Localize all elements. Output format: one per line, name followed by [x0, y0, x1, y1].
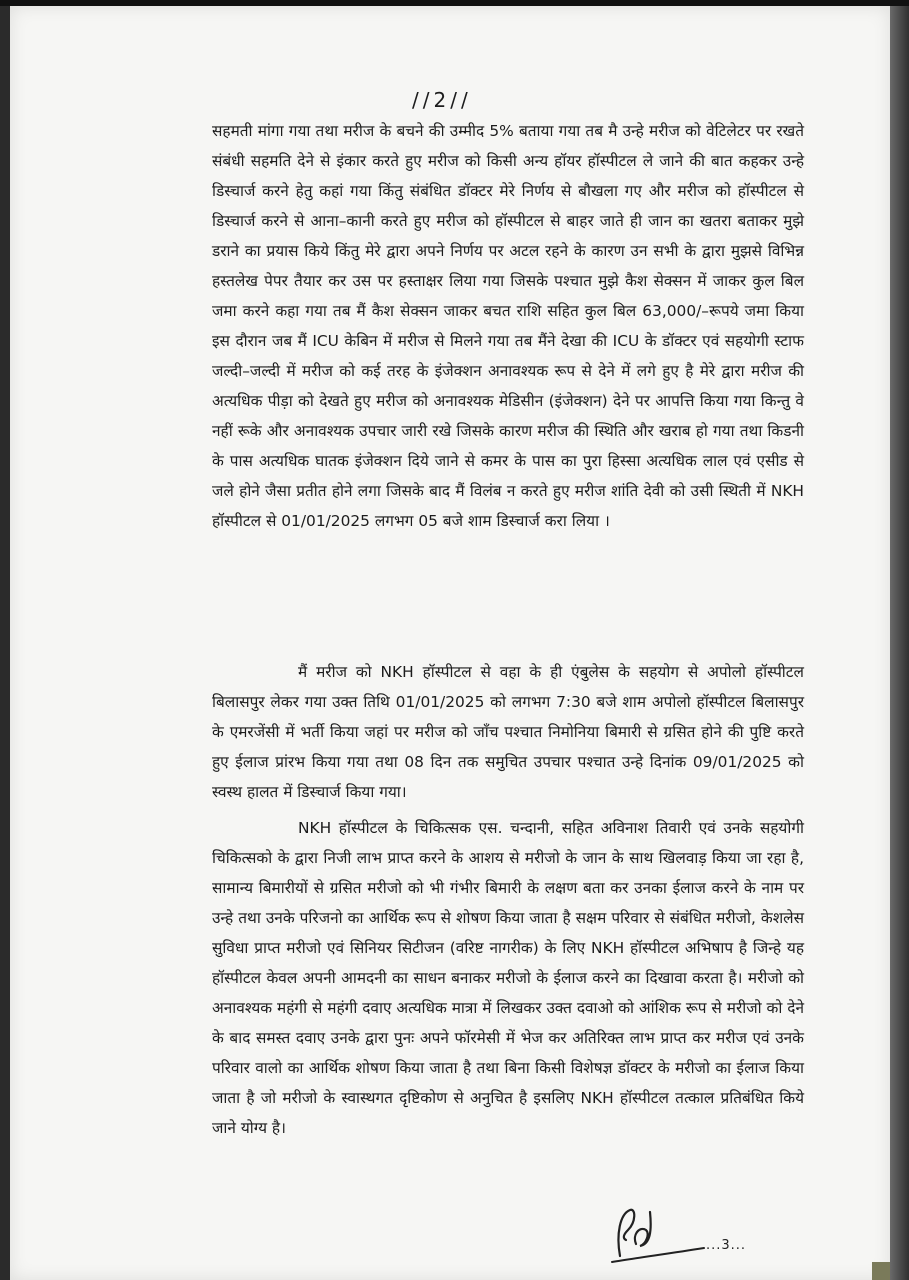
paragraph-2: मैं मरीज को NKH हॉस्पीटल से वहा के ही एंबुलेस के सहयोग से अपोलो हॉस्पीटल बिलासपुर लेकर गया उक्त तिथि 01/01/2025 को लगभग 7:30 बजे शाम अपोलो हॉस्पीटल बिलासपुर के एमरजेंसी में भर्ती किया जहां पर मरीज को जाँच पश्चात निमोनिया बिमारी से ग्रसित होने की पुष्टि करते हुए ईलाज प्रांरभ किया गया तथा 08 दिन तक समुचित उपचार पश्चात उन्हे दिनांक 09/01/2025 को स्वस्थ हालत में डिस्चार्ज किया गया। — [212, 663, 804, 801]
continuation-mark: ...3... — [706, 1238, 747, 1253]
signature-icon — [606, 1204, 726, 1270]
paragraph-1: सहमती मांगा गया तथा मरीज के बचने की उम्मीद 5% बताया गया तब मै उन्हे मरीज को वेटिलेटर पर रखते संबंधी सहमति देने से इंकार करते हुए मरीज को किसी अन्य हॉयर हॉस्पीटल ले जाने की बात कहकर उन्हे डिस्चार्ज करने हेतु कहां गया किंतु संबंधित डॉक्टर मेरे निर्णय से बौखला गए और मरीज को हॉस्पीटल से डिस्चार्ज करने से आना–कानी करते हुए मरीज को हॉस्पीटल से बाहर जाते ही जान का खतरा बताकर मुझे डराने का प्रयास किये किंतु मेरे द्वारा अपने निर्णय पर अटल रहने के कारण उन सभी के द्वारा मुझसे विभिन्न हस्तलेख पेपर तैयार कर उस पर हस्ताक्षर लिया गया जिसके पश्चात मुझे कैश सेक्सन में जाकर कुल बिल जमा करने कहा गया तब मैं कैश सेक्सन जाकर बचत राशि सहित कुल बिल 63,000/–रूपये जमा किया इस दौरान जब मैं ICU केबिन में मरीज से मिलने गया तब मैंने देखा की ICU के डॉक्टर एवं सहयोगी स्टाफ जल्दी–जल्दी में मरीज को कई तरह के इंजेक्शन अनावश्यक रूप से देने में लगे हुए है मेरे द्वारा मरीज की अत्यधिक पीड़ा को देखते हुए मरीज को अनावश्यक मेडिसीन (इंजेक्शन) देने पर आपत्ति किया गया किन्तु वे नहीं रूके और अनावश्यक उपचार जारी रखे जिसके कारण मरीज की स्थिति और खराब हो गया तथा किडनी के पास अत्यधिक घातक इंजेक्शन दिये जाने से कमर के पास का पुरा हिस्सा अत्यधिक लाल एवं एसीड से जले होने जैसा प्रतीत होने लगा जिसके बाद मैं विलंब न करते हुए मरीज शांति देवी को उसी स्थिती में NKH हॉस्पीटल से 01/01/2025 लगभग 05 बजे शाम डिस्चार्ज करा लिया । — [212, 122, 805, 530]
corner-mark — [872, 1262, 890, 1280]
page-edge-shadow — [890, 6, 909, 1280]
paragraph-3: NKH हॉस्पीटल के चिकित्सक एस. चन्दानी, सहित अविनाश तिवारी एवं उनके सहयोगी चिकित्सको के द्वारा निजी लाभ प्राप्त करने के आशय से मरीजो के जान के साथ खिलवाड़ किया जा रहा है, सामान्य बिमारीयों से ग्रसित मरीजो को भी गंभीर बिमारी के लक्षण बता कर उनका ईलाज करने के नाम पर उन्हे तथा उनके परिजनो का आर्थिक रूप से शोषण किया जाता है सक्षम परिवार से संबंधित मरीजो, केशलेस सुविधा प्राप्त मरीजो एवं सिनियर सिटीजन (वरिष्ट नागरीक) के लिए NKH हॉस्पीटल अभिषाप है जिन्हे यह हॉस्पीटल केवल अपनी आमदनी का साधन बनाकर मरीजो के ईलाज करने का दिखावा करता है। मरीजो को अनावश्यक महंगी से महंगी दवाए अत्यधिक मात्रा में लिखकर उक्त दवाओ को आंशिक रूप से मरीजो को देने के बाद समस्त दवाए उनके द्वारा पुनः अपने फॉरमेसी में भेज कर अतिरिक्त लाभ प्राप्त कर मरीज एवं उनके परिवार वालो का आर्थिक शोषण किया जाता है तथा बिना किसी विशेषज्ञ डॉक्टर के मरीजो का ईलाज किया जाता है जो मरीजो के स्वास्थगत दृष्टिकोण से अनुचित है इसलिए NKH हॉस्पीटल तत्काल प्रतिबंधित किये जाने योग्य है। — [212, 819, 804, 1137]
page-number: //2// — [412, 88, 472, 112]
